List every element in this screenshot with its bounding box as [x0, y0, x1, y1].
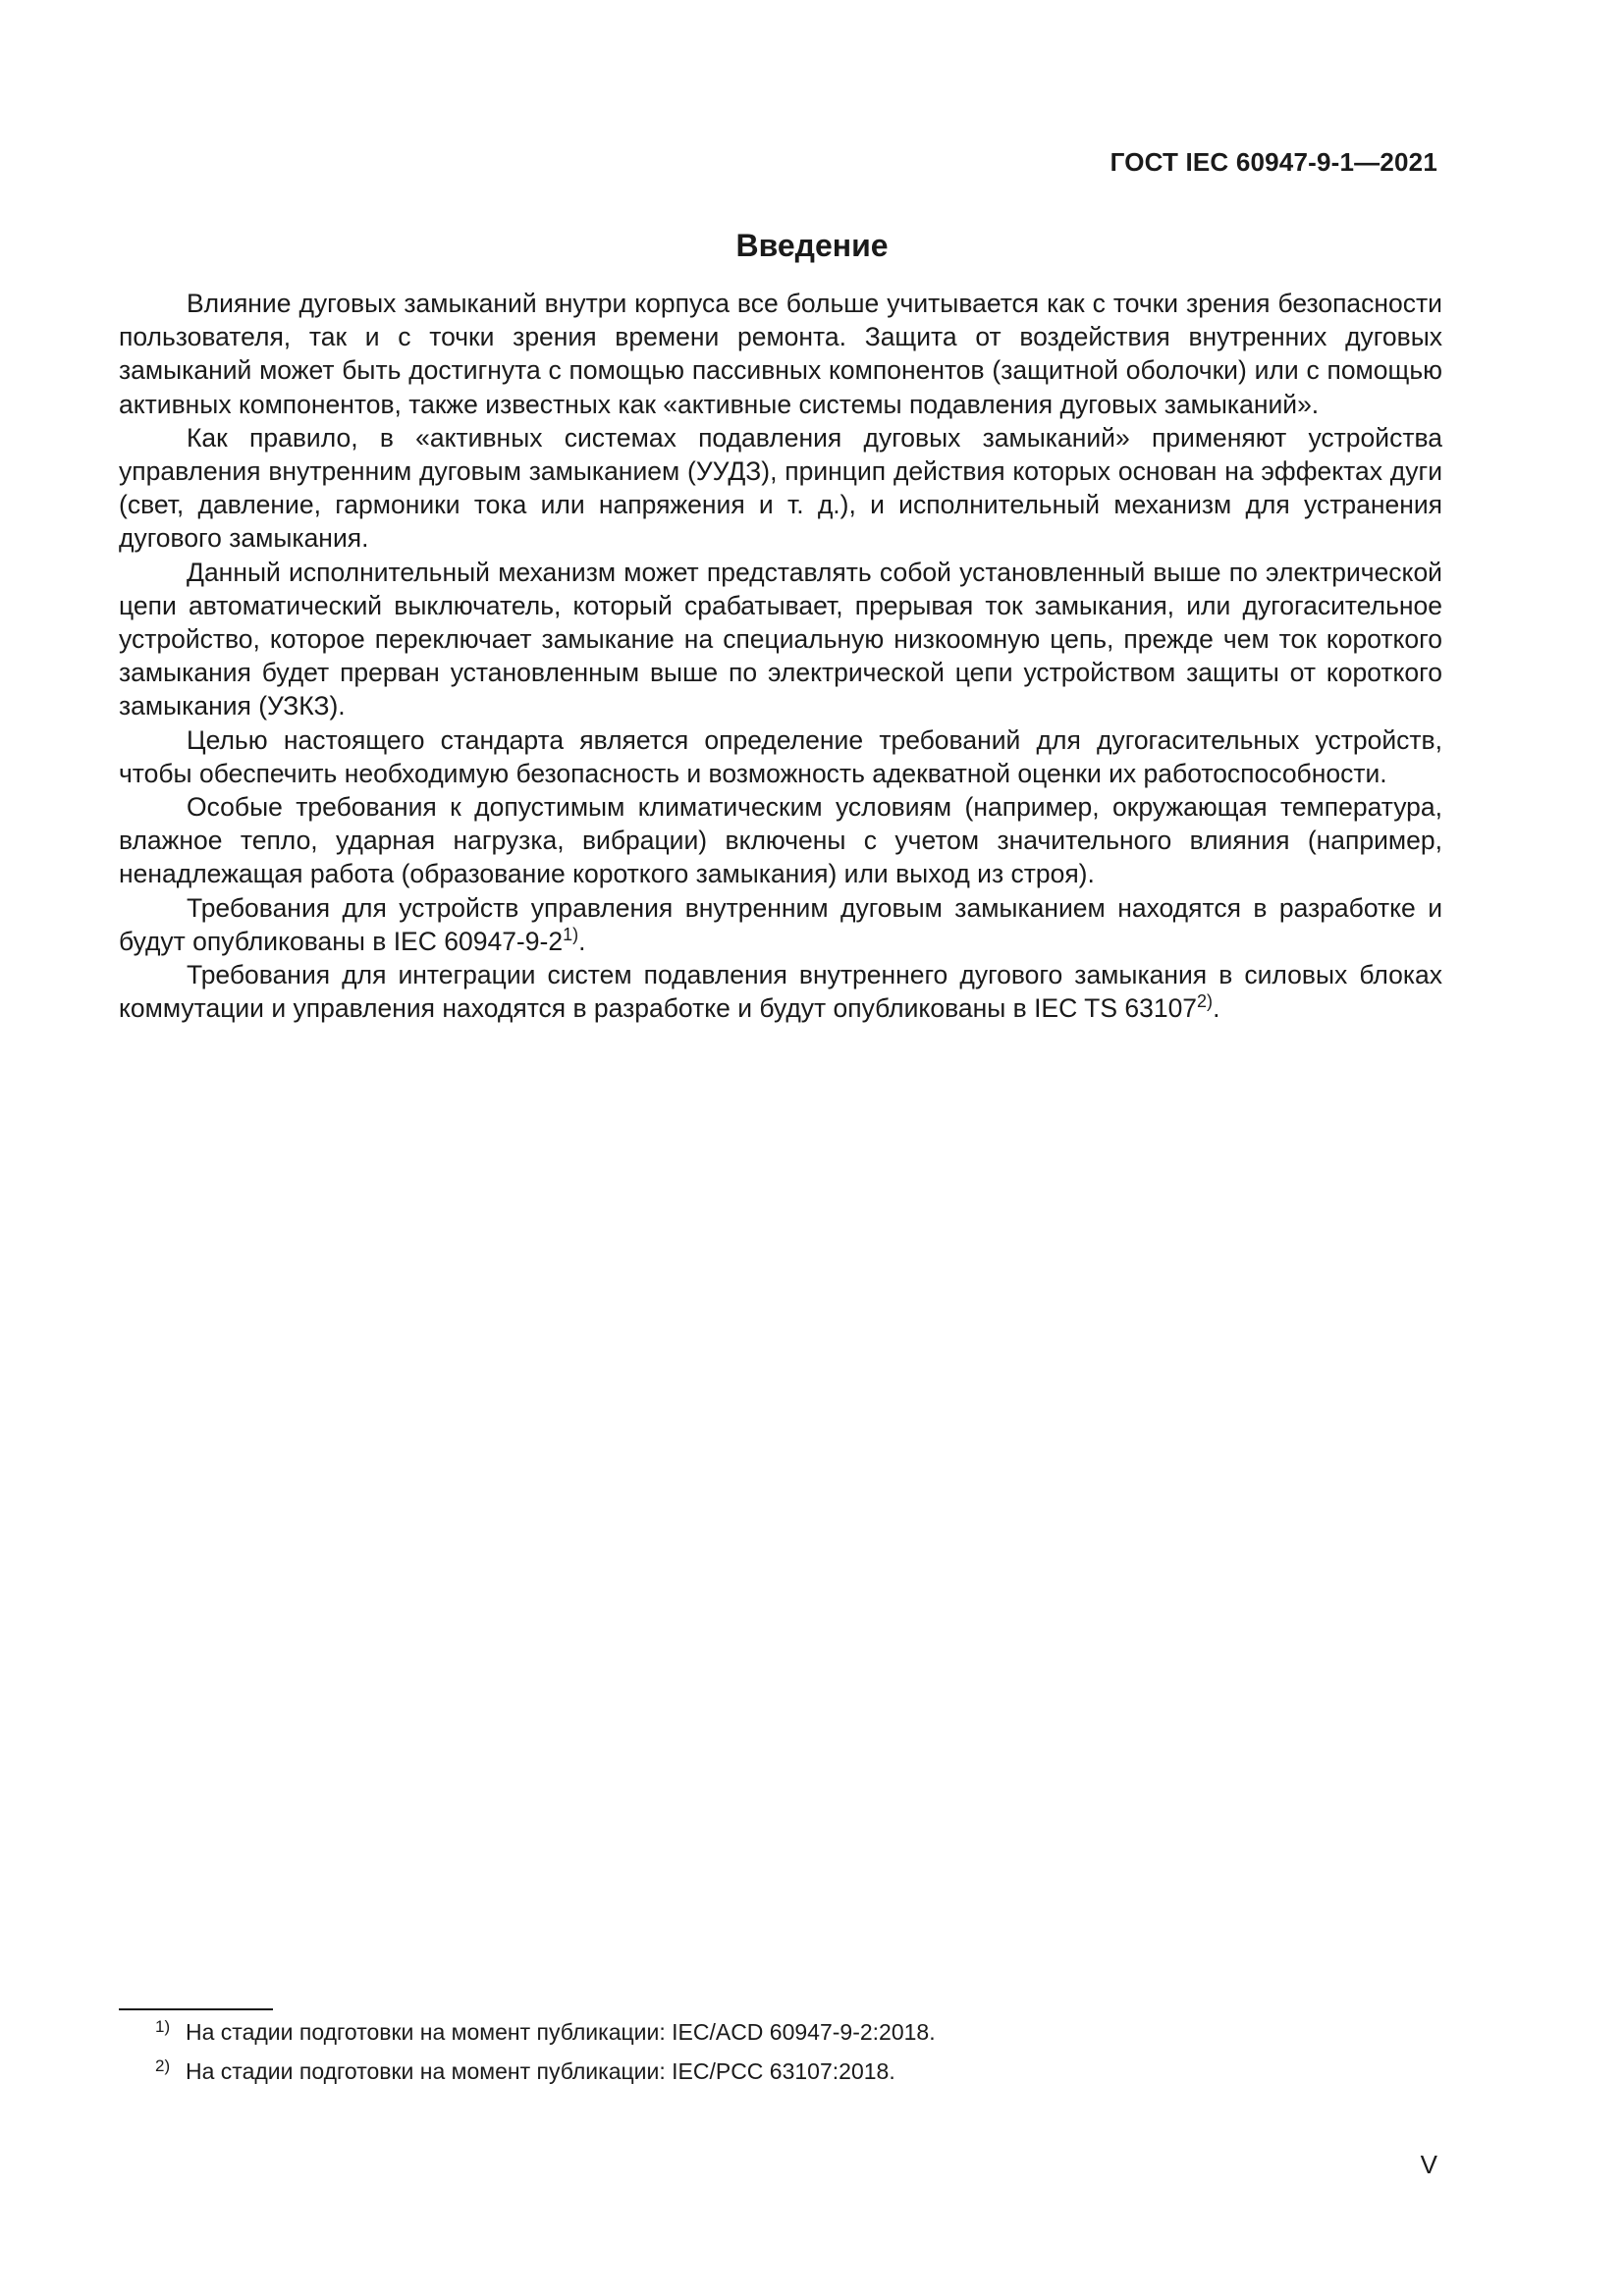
- paragraph-text: Данный исполнительный механизм может представлять собой установленный выше по электрической цепи автоматический выключатель, который срабатывает, прерывая ток замыкания, или дугогасительное устройство, которое переключает замыкание на специальную низкоомную цепь, прежде чем ток короткого замыкания будет прерван установленным выше по электрической цепи устройством защиты от короткого замыкания (УЗКЗ).: [119, 557, 1442, 721]
- footnote-2: 2) На стадии подготовки на момент публикации: IEC/PCC 63107:2018.: [155, 2056, 895, 2084]
- paragraph-5: [119, 790, 1442, 891]
- paragraph-text: Целью настоящего стандарта является определение требований для дугогасительных устройств, чтобы обеспечить необходимую безопасность и возможность адекватной оценки их работоспособности.: [119, 724, 1442, 788]
- paragraph-7: Требования для интеграции систем подавления внутреннего дугового замыкания в силовых блоках коммутации и управления находятся в разработке и будут опубликованы в IEC TS 63107$^{2)}$.: [119, 960, 1442, 1024]
- page-title: Введение: [735, 228, 889, 263]
- document-header: ГОСТ IEC 60947-9-1—2021: [1110, 147, 1437, 177]
- paragraph-text: Требования для устройств управления внутренним дуговым замыканием находятся в разработке и будут опубликованы в IEC 60947-9-2: [119, 892, 1442, 956]
- footnote-separator: [119, 2008, 273, 2010]
- footnote-text: На стадии подготовки на момент публикации: IEC/PCC 63107:2018.: [186, 2058, 895, 2084]
- paragraph-text: Влияние дуговых замыканий внутри корпуса все больше учитывается как с точки зрения безопасности пользователя, так и с точки зрения времени ремонта. Защита от воздействия внутренних дуговых замыканий может быть достигнута с помощью пассивных компонентов (защитной оболочки) или с помощью активных компонентов, также известных как «активные системы подавления дуговых замыканий».: [119, 289, 1442, 419]
- paragraph-1: [119, 287, 1442, 421]
- paragraph-6: Требования для устройств управления внутренним дуговым замыканием находятся в разработке и будут опубликованы в IEC 60947-9-2$^{1)}$.: [119, 892, 1442, 956]
- body-text: [119, 287, 1442, 1025]
- footnote-text: На стадии подготовки на момент публикации: IEC/ACD 60947-9-2:2018.: [186, 2019, 936, 2045]
- footnote-ref-1[interactable]: 1): [563, 924, 579, 944]
- footnote-ref-2[interactable]: 2): [1197, 991, 1214, 1012]
- paragraph-text: Как правило, в «активных системах подавления дуговых замыканий» применяют устройства управления внутренним дуговым замыканием (УУДЗ), принцип действия которых основан на эффектах дуги (свет, давление, гармоники тока или напряжения и т. д.), и исполнительный механизм для устранения дугового замыкания.: [119, 422, 1442, 554]
- page-number: V: [1420, 2150, 1437, 2179]
- paragraph-text: Особые требования к допустимым климатическим условиям (например, окружающая температура, влажное тепло, ударная нагрузка, вибрации) включены с учетом значительного влияния (например, ненадлежащая работа (образование короткого замыкания) или выход из строя).: [119, 792, 1442, 889]
- footnotes: [119, 2018, 1442, 2097]
- paragraph-2: [119, 421, 1442, 556]
- footnote-1: 1) На стадии подготовки на момент публикации: IEC/ACD 60947-9-2:2018.: [155, 2017, 936, 2045]
- paragraph-text: Требования для интеграции систем подавления внутреннего дугового замыкания в силовых блоках коммутации и управления находятся в разработке и будут опубликованы в IEC TS 63107: [119, 960, 1442, 1024]
- paragraph-4: [119, 723, 1442, 790]
- paragraph-3: [119, 556, 1442, 723]
